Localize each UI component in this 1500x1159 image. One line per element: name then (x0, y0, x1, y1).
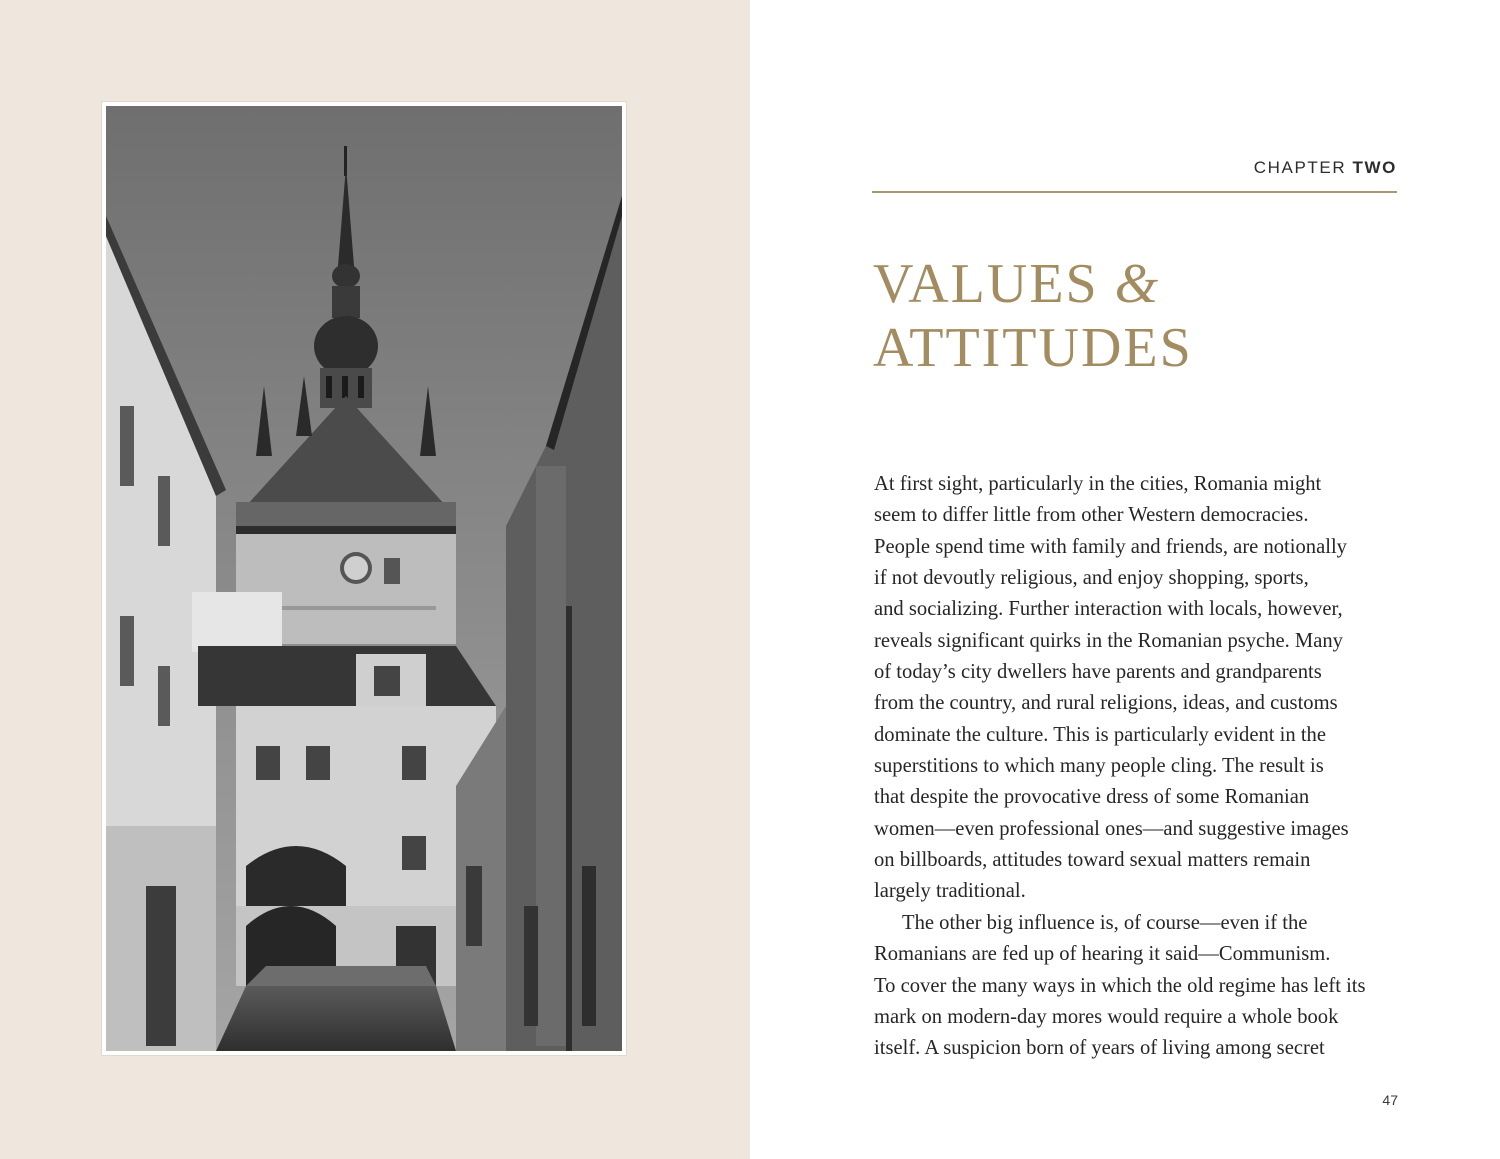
chapter-label (1254, 158, 1397, 178)
body-line: of today’s city dwellers have parents and grandparents (874, 661, 1322, 684)
body-line: on billboards, attitudes toward sexual matters remain (874, 849, 1311, 872)
chapter-title (873, 252, 1193, 380)
body-line: that despite the provocative dress of some Romanian (874, 786, 1310, 809)
body-line-paragraph-start: The other big influence is, of course—even if the (902, 911, 1308, 934)
body-text (874, 469, 1414, 1065)
title-line1-word: VALUES (873, 253, 1099, 315)
body-line: People spend time with family and friends, are notionally (874, 535, 1347, 558)
body-line: and socializing. Further interaction with locals, however, (874, 598, 1343, 621)
chapter-number: TWO (1352, 158, 1397, 177)
body-line: dominate the culture. This is particularly evident in the (874, 723, 1326, 746)
body-line: superstitions to which many people cling. The result is (874, 755, 1324, 778)
clock-tower-illustration (106, 106, 622, 1051)
body-line: if not devoutly religious, and enjoy shopping, sports, (874, 567, 1309, 590)
chapter-prefix: CHAPTER (1253, 158, 1347, 177)
body-line: from the country, and rural religions, ideas, and customs (874, 692, 1338, 715)
page-number: 47 (1382, 1092, 1398, 1108)
clock-tower-photo (102, 102, 626, 1055)
body-line: mark on modern-day mores would require a whole book (874, 1005, 1339, 1028)
title-line2: ATTITUDES (873, 317, 1193, 379)
body-line: largely traditional. (874, 880, 1026, 903)
body-line: seem to differ little from other Western democracies. (874, 504, 1309, 527)
body-line: Romanians are fed up of hearing it said—Communism. (874, 943, 1331, 966)
body-line: To cover the many ways in which the old regime has left its (874, 974, 1366, 997)
body-line: At first sight, particularly in the cities, Romania might (874, 473, 1322, 495)
chapter-divider (872, 191, 1397, 193)
body-line: women—even professional ones—and suggestive images (874, 817, 1349, 840)
body-line: itself. A suspicion born of years of living among secret (874, 1037, 1325, 1060)
title-ampersand: & (1114, 253, 1161, 315)
body-line: reveals significant quirks in the Romanian psyche. Many (874, 629, 1343, 652)
